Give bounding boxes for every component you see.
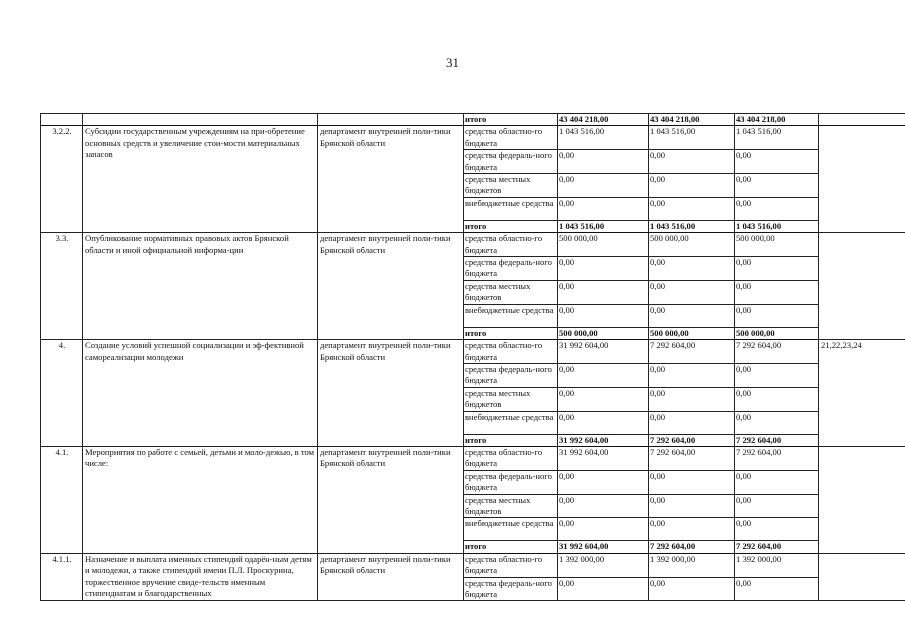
executor-cell: департамент внутренней поли-тики Брянской области (318, 340, 464, 447)
indicators-cell (819, 114, 905, 126)
amount-cell: 1 392 000,00 (735, 553, 819, 577)
amount-cell: 1 043 516,00 (558, 126, 649, 150)
source-cell: внебюджетные средства (464, 411, 558, 434)
amount-cell: 7 292 604,00 (735, 541, 819, 553)
amount-cell: 0,00 (558, 280, 649, 304)
amount-cell: 0,00 (649, 387, 735, 411)
number-cell: 3.3. (41, 233, 83, 340)
indicators-cell (819, 126, 905, 233)
amount-cell: 0,00 (735, 387, 819, 411)
executor-cell (318, 114, 464, 126)
amount-cell: 500 000,00 (558, 233, 649, 257)
amount-cell: 0,00 (558, 150, 649, 174)
amount-cell: 0,00 (735, 518, 819, 541)
amount-cell: 1 043 516,00 (735, 220, 819, 232)
amount-cell: 0,00 (558, 363, 649, 387)
amount-cell: 500 000,00 (735, 233, 819, 257)
source-cell: средства областно-го бюджета (464, 446, 558, 470)
amount-cell: 0,00 (558, 197, 649, 220)
amount-cell: 0,00 (735, 494, 819, 518)
executor-cell: департамент внутренней поли-тики Брянской области (318, 446, 464, 553)
amount-cell: 31 992 604,00 (558, 434, 649, 446)
source-cell: внебюджетные средства (464, 304, 558, 327)
indicators-cell: 21,22,23,24 (819, 340, 905, 447)
source-cell: средства федераль-ного бюджета (464, 363, 558, 387)
executor-cell: департамент внутренней поли-тики Брянской области (318, 233, 464, 340)
amount-cell: 0,00 (735, 150, 819, 174)
amount-cell: 0,00 (735, 470, 819, 494)
indicators-cell (819, 446, 905, 553)
source-cell: средства федераль-ного бюджета (464, 577, 558, 601)
amount-cell: 0,00 (649, 494, 735, 518)
number-cell (41, 114, 83, 126)
table-row (41, 553, 905, 577)
source-cell: средства местных бюджетов (464, 387, 558, 411)
source-cell: средства областно-го бюджета (464, 126, 558, 150)
name-cell (83, 114, 318, 126)
name-cell: Опубликование нормативных правовых актов Брянской области и иной официальной информа-ции (83, 233, 318, 340)
source-cell: средства областно-го бюджета (464, 553, 558, 577)
amount-cell: 0,00 (558, 494, 649, 518)
amount-cell: 0,00 (735, 411, 819, 434)
amount-cell: 0,00 (649, 411, 735, 434)
amount-cell: 1 392 000,00 (558, 553, 649, 577)
amount-cell: 500 000,00 (735, 327, 819, 339)
amount-cell: 31 992 604,00 (558, 541, 649, 553)
name-cell: Создание условий успешной социализации и эф-фективной самореализации молодежи (83, 340, 318, 447)
table-row (41, 233, 905, 257)
amount-cell: 31 992 604,00 (558, 446, 649, 470)
source-cell: итого (464, 220, 558, 232)
amount-cell: 0,00 (649, 304, 735, 327)
source-cell: средства местных бюджетов (464, 174, 558, 198)
amount-cell: 7 292 604,00 (649, 446, 735, 470)
source-cell: средства областно-го бюджета (464, 340, 558, 364)
source-cell: средства федераль-ного бюджета (464, 150, 558, 174)
amount-cell: 500 000,00 (649, 327, 735, 339)
source-cell: средства местных бюджетов (464, 494, 558, 518)
amount-cell: 0,00 (558, 387, 649, 411)
amount-cell: 0,00 (735, 304, 819, 327)
budget-table (40, 113, 905, 601)
amount-cell: 0,00 (649, 577, 735, 601)
amount-cell: 0,00 (558, 411, 649, 434)
indicators-cell (819, 233, 905, 340)
amount-cell: 43 404 218,00 (735, 114, 819, 126)
source-cell: внебюджетные средства (464, 197, 558, 220)
amount-cell: 0,00 (735, 174, 819, 198)
amount-cell: 0,00 (735, 363, 819, 387)
document-table-container (40, 113, 905, 640)
amount-cell: 1 043 516,00 (735, 126, 819, 150)
source-cell: средства областно-го бюджета (464, 233, 558, 257)
amount-cell: 7 292 604,00 (649, 541, 735, 553)
table-row (41, 126, 905, 150)
amount-cell: 0,00 (558, 470, 649, 494)
source-cell: итого (464, 541, 558, 553)
name-cell: Мероприятия по работе с семьей, детьми и моло-дежью, в том числе: (83, 446, 318, 553)
amount-cell: 7 292 604,00 (735, 340, 819, 364)
amount-cell: 0,00 (649, 150, 735, 174)
amount-cell: 0,00 (558, 518, 649, 541)
amount-cell: 43 404 218,00 (558, 114, 649, 126)
amount-cell: 0,00 (735, 577, 819, 601)
amount-cell: 0,00 (649, 257, 735, 281)
amount-cell: 0,00 (558, 257, 649, 281)
amount-cell: 0,00 (649, 280, 735, 304)
source-cell: итого (464, 434, 558, 446)
amount-cell: 0,00 (649, 174, 735, 198)
total-row (41, 114, 905, 126)
executor-cell: департамент внутренней поли-тики Брянской области (318, 126, 464, 233)
amount-cell: 500 000,00 (649, 233, 735, 257)
source-cell: средства местных бюджетов (464, 280, 558, 304)
amount-cell: 1 392 000,00 (649, 553, 735, 577)
source-cell: итого (464, 114, 558, 126)
amount-cell: 0,00 (735, 257, 819, 281)
amount-cell: 0,00 (649, 470, 735, 494)
amount-cell: 0,00 (735, 280, 819, 304)
page-number: 31 (446, 55, 459, 70)
source-cell: средства федераль-ного бюджета (464, 257, 558, 281)
amount-cell: 7 292 604,00 (735, 446, 819, 470)
amount-cell: 0,00 (558, 304, 649, 327)
number-cell: 4.1. (41, 446, 83, 553)
amount-cell: 0,00 (649, 197, 735, 220)
number-cell: 3.2.2. (41, 126, 83, 233)
name-cell: Субсидии государственным учреждениям на при-обретение основных средств и увеличение стои-мости материальных запасов (83, 126, 318, 233)
name-cell: Назначение и выплата именных стипендий одарён-ным детям и молодежи, а также стипендий имени П.Л. Проскурина, торжественное вручение свиде-тельств именным стипендиатам и благодарственных (83, 553, 318, 601)
indicators-cell (819, 553, 905, 601)
table-row (41, 446, 905, 470)
amount-cell: 0,00 (649, 518, 735, 541)
amount-cell: 0,00 (558, 577, 649, 601)
source-cell: итого (464, 327, 558, 339)
table-row (41, 340, 905, 364)
amount-cell: 1 043 516,00 (558, 220, 649, 232)
amount-cell: 0,00 (735, 197, 819, 220)
number-cell: 4. (41, 340, 83, 447)
amount-cell: 43 404 218,00 (649, 114, 735, 126)
number-cell: 4.1.1. (41, 553, 83, 601)
amount-cell: 7 292 604,00 (649, 340, 735, 364)
amount-cell: 500 000,00 (558, 327, 649, 339)
amount-cell: 1 043 516,00 (649, 126, 735, 150)
amount-cell: 1 043 516,00 (649, 220, 735, 232)
amount-cell: 31 992 604,00 (558, 340, 649, 364)
source-cell: внебюджетные средства (464, 518, 558, 541)
source-cell: средства федераль-ного бюджета (464, 470, 558, 494)
amount-cell: 7 292 604,00 (735, 434, 819, 446)
executor-cell: департамент внутренней поли-тики Брянской области (318, 553, 464, 601)
amount-cell: 0,00 (558, 174, 649, 198)
amount-cell: 0,00 (649, 363, 735, 387)
amount-cell: 7 292 604,00 (649, 434, 735, 446)
